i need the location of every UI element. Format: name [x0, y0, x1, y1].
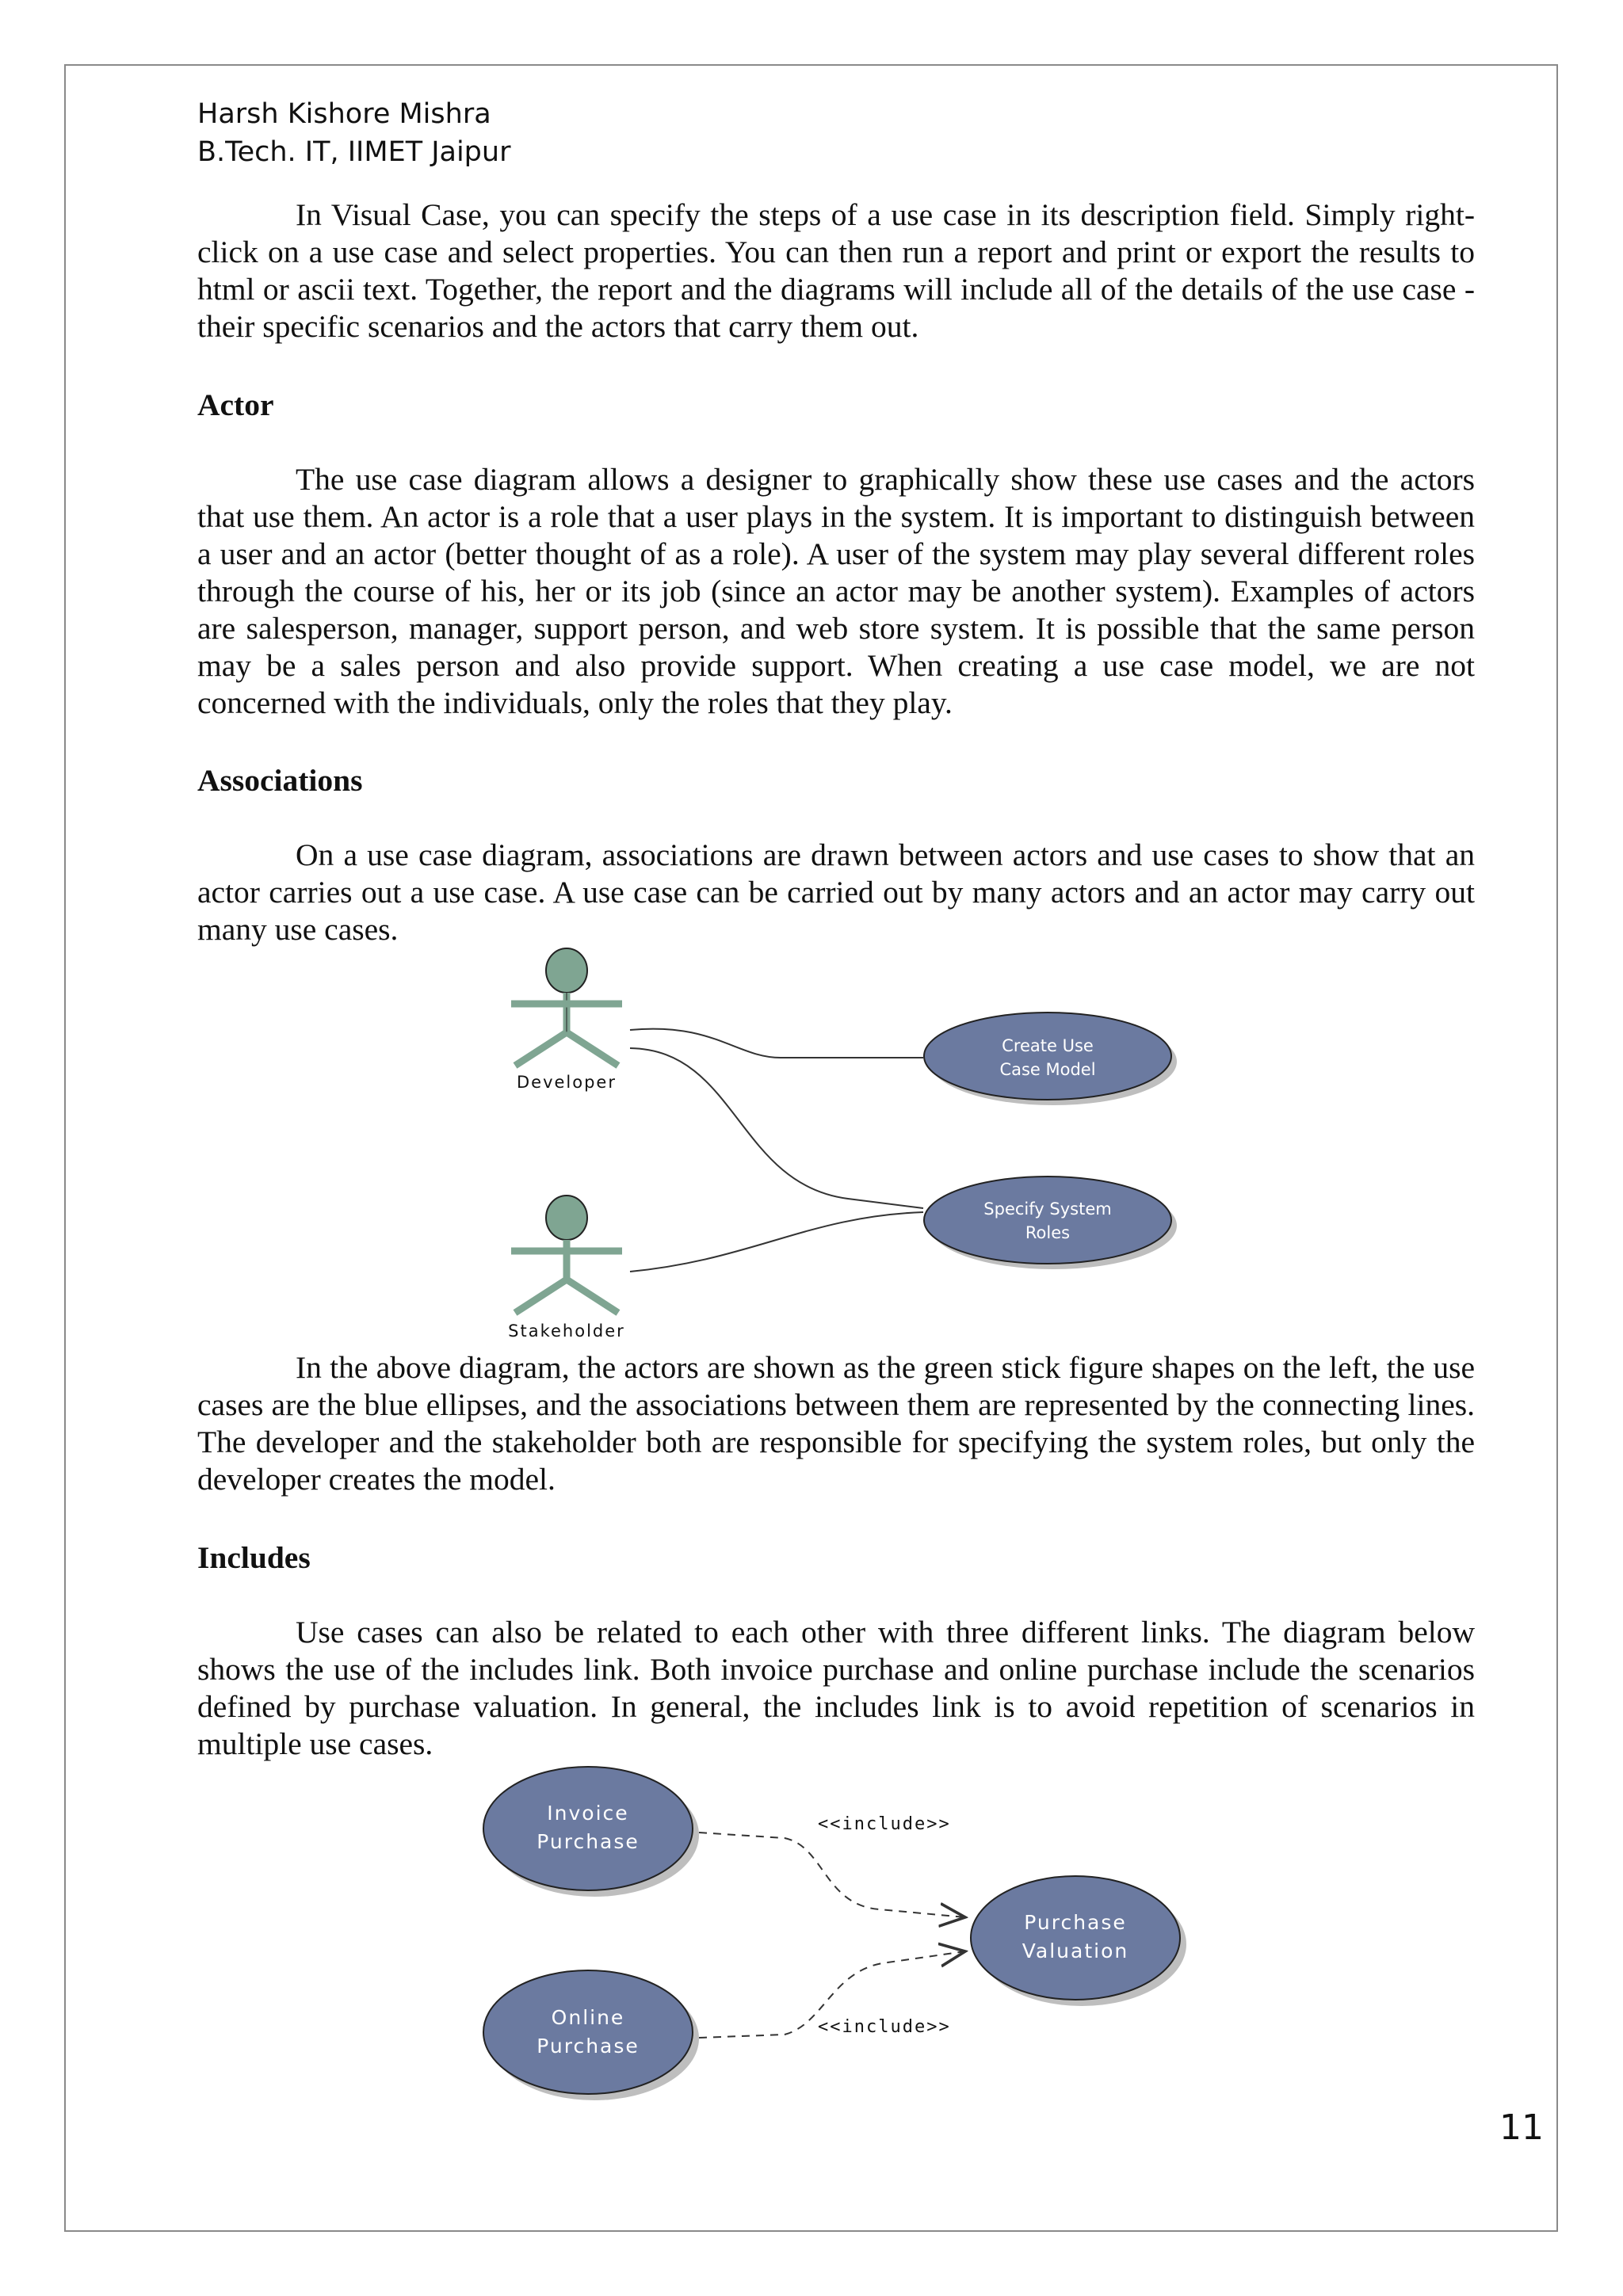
intro-paragraph: In Visual Case, you can specify the steps of a use case in its description field. Simply right-click on a use case and select properties. You can then run a report and print or export the results to html or ascii text. Together, the report and the diagrams will include all of the details of the use case - their specific scenarios and the actors that carry them out.: [197, 197, 1475, 344]
stakeholder-label: Stakeholder: [508, 1322, 625, 1341]
author-name: Harsh Kishore Mishra: [197, 98, 491, 130]
actor-paragraph: The use case diagram allows a designer to graphically show these use cases and the actors that use them. An actor is a role that a user plays in the system. It is important to distinguish between a user and an actor (better thought of as a role). A user of the system may play several different roles through the course of his, her or its job (since an actor may be another system). Examples of actors are salesperson, manager, support person, and web store system. It is possible that the same person may be a sales person and also provide support. When creating a use case model, we are not concerned with the individuals, only the roles that they play.: [197, 462, 1475, 720]
author-affiliation: B.Tech. IT, IIMET Jaipur: [197, 136, 511, 168]
heading-associations: Associations: [197, 763, 363, 798]
page-header: [197, 95, 510, 171]
associations-paragraph: On a use case diagram, associations are drawn between actors and use cases to show that an actor carries out a use case. A use case can be carried out by many actors and an actor may carry out many use cases.: [197, 837, 1475, 947]
developer-label: Developer: [516, 1073, 617, 1092]
invoice-line1: Invoice: [547, 1802, 629, 1825]
use-case-association-diagram: [475, 947, 1189, 1343]
use-case-purchase-valuation: [971, 1876, 1186, 2006]
online-line2: Purchase: [537, 2035, 640, 2058]
developer-actor-icon: [511, 948, 622, 1066]
use-case-specify-line2: Roles: [1025, 1223, 1071, 1242]
heading-includes: Includes: [197, 1540, 311, 1575]
include-label-bottom: <<include>>: [818, 2017, 951, 2037]
online-line1: Online: [551, 2006, 625, 2029]
use-case-create-model: [924, 1013, 1177, 1105]
association-stakeholder-specify: [630, 1212, 923, 1272]
includes-paragraph: Use cases can also be related to each other with three different links. The diagram below shows the use of the includes link. Both invoice purchase and online purchase include the scenarios defined by purchase valuation. In general, the includes link is to avoid repetition of scenarios in multiple use cases.: [197, 1615, 1475, 1761]
association-developer-create: [630, 1029, 923, 1058]
valuation-line2: Valuation: [1022, 1939, 1129, 1962]
diagram-explanation-paragraph: In the above diagram, the actors are shown as the green stick figure shapes on the left, the use cases are the blue ellipses, and the associations between them are represented by the connecting lines. The developer and the stakeholder both are responsible for specifying the system roles, but only the developer creates the model.: [197, 1350, 1475, 1497]
use-case-online-purchase: [483, 1970, 699, 2100]
use-case-specify-line1: Specify System: [983, 1199, 1112, 1219]
use-case-invoice-purchase: [483, 1767, 699, 1897]
use-case-specify-roles: [924, 1177, 1177, 1269]
stakeholder-actor-icon: [511, 1196, 622, 1313]
use-case-create-line2: Case Model: [999, 1060, 1096, 1079]
page-number: 11: [1499, 2107, 1544, 2148]
heading-actor: Actor: [197, 387, 274, 422]
include-label-top: <<include>>: [818, 1814, 951, 1834]
include-link-invoice: [699, 1833, 965, 1917]
include-relationship-diagram: [475, 1763, 1189, 2103]
use-case-create-line1: Create Use: [1002, 1036, 1094, 1055]
invoice-line2: Purchase: [537, 1830, 640, 1853]
association-developer-specify: [630, 1048, 923, 1208]
valuation-line1: Purchase: [1024, 1911, 1127, 1934]
